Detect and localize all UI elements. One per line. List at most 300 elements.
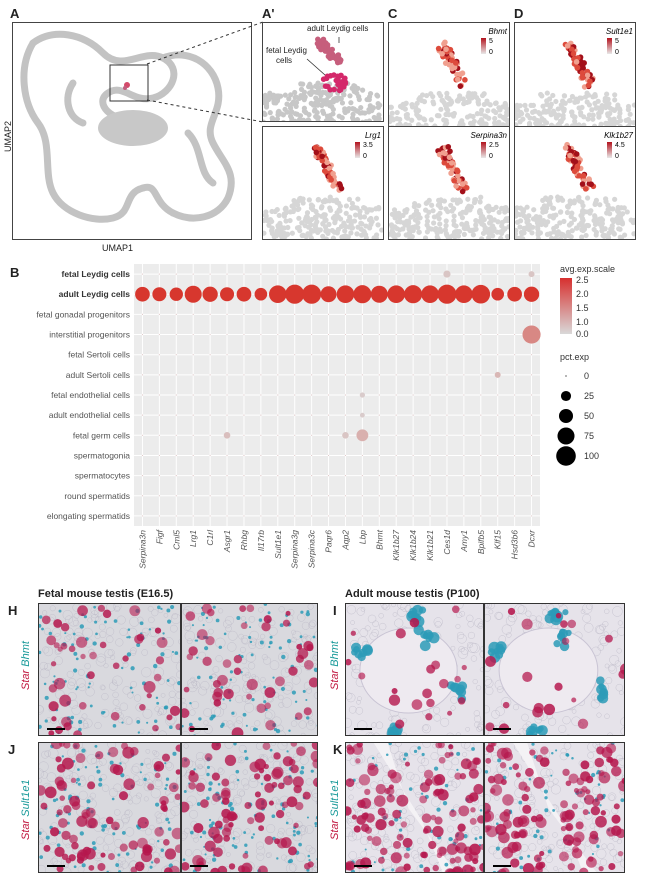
tissue-texture — [349, 795, 354, 800]
star-signal — [576, 788, 585, 797]
bhmt-signal — [300, 635, 303, 638]
dot-faint — [362, 374, 363, 375]
bhmt-signal — [126, 636, 128, 638]
dot-faint — [429, 435, 430, 436]
tissue-texture — [357, 608, 365, 616]
bhmt-signal — [243, 831, 246, 834]
feature-cell — [452, 230, 457, 235]
bhmt-signal — [117, 853, 120, 856]
dot-faint — [429, 354, 430, 355]
bhmt-signal — [598, 783, 601, 786]
tissue-texture — [184, 744, 189, 749]
tissue-texture — [572, 709, 576, 713]
dot-faint — [446, 334, 447, 335]
bhmt-signal — [389, 743, 392, 745]
dot-faint — [396, 354, 397, 355]
dot-faint — [226, 374, 227, 375]
legend-size-tick: 100 — [584, 451, 600, 461]
dot-faint — [193, 334, 194, 335]
star-signal — [457, 824, 465, 832]
tissue-texture — [261, 677, 266, 682]
star-signal — [290, 765, 299, 774]
dot-faint — [396, 394, 397, 395]
dot-faint — [176, 455, 177, 456]
dot-klk1b24 — [404, 285, 422, 303]
dot-faint — [345, 415, 346, 416]
gene-tick-label: Bpifb5 — [475, 530, 486, 555]
bhmt-signal — [200, 836, 202, 838]
adult-leydig-cell — [325, 42, 331, 48]
feature-cell — [537, 111, 542, 116]
dot-faint — [210, 495, 211, 496]
dot-faint — [463, 455, 464, 456]
bhmt-signal — [183, 858, 186, 861]
feature-cell — [475, 111, 480, 116]
feature-cell — [379, 227, 383, 232]
dot-faint — [413, 394, 414, 395]
star-signal — [222, 797, 230, 805]
dot-ces1d — [443, 270, 450, 277]
dot-faint — [159, 495, 160, 496]
dot-faint — [396, 435, 397, 436]
feature-cell — [521, 213, 526, 218]
feature-cell — [290, 231, 295, 236]
tissue-texture — [133, 776, 139, 782]
tissue-texture — [610, 849, 617, 856]
star-signal — [130, 747, 139, 756]
label-h — [20, 641, 32, 690]
umap-cell — [356, 94, 361, 99]
feature-cell — [544, 98, 549, 103]
bhmt-signal — [281, 687, 285, 691]
bhmt-signal — [41, 628, 44, 631]
dot-aqp2 — [342, 432, 349, 439]
bhmt-signal — [314, 822, 317, 825]
star-signal — [69, 796, 80, 807]
bhmt-signal — [300, 770, 304, 774]
colorbar-min: 0 — [363, 153, 367, 160]
bhmt-signal — [551, 752, 553, 754]
star-signal — [434, 774, 445, 785]
bhmt-signal — [118, 870, 121, 873]
dot-faint — [159, 515, 160, 516]
bhmt-signal — [198, 717, 201, 720]
dot-faint — [345, 273, 346, 274]
feature-cell — [438, 107, 443, 112]
tissue-texture — [109, 788, 117, 796]
star-signal — [258, 825, 264, 831]
tissue-texture — [146, 749, 150, 753]
feature-cell — [456, 97, 461, 102]
tissue-texture — [242, 638, 248, 644]
dot-faint — [480, 334, 481, 335]
bhmt-signal — [212, 858, 216, 862]
star-signal — [51, 661, 56, 666]
bhmt-signal — [313, 636, 316, 639]
colorbar-max: 3.5 — [363, 142, 373, 149]
gene-tick-label: Sult1e1 — [272, 530, 283, 559]
dot-faint — [260, 334, 261, 335]
umap-cell — [267, 91, 272, 96]
dot-faint — [480, 435, 481, 436]
tissue-texture — [306, 779, 313, 786]
star-signal — [152, 725, 159, 732]
feature-cell — [471, 114, 476, 119]
tissue-texture — [281, 855, 287, 861]
dot-faint — [260, 394, 261, 395]
dot-faint — [463, 435, 464, 436]
dot-faint — [379, 394, 380, 395]
feature-cell — [348, 230, 353, 235]
star-signal — [278, 782, 285, 789]
umap-cell — [306, 112, 311, 117]
bhmt-signal — [127, 652, 131, 656]
star-signal — [197, 629, 208, 640]
bhmt-signal — [527, 855, 530, 858]
feature-cell — [626, 104, 631, 109]
dot-faint — [497, 435, 498, 436]
feature-cell — [602, 234, 607, 239]
star-signal — [455, 831, 465, 841]
bhmt-signal — [356, 872, 359, 873]
star-signal — [202, 657, 211, 666]
dot-faint — [243, 394, 244, 395]
tissue-texture — [588, 752, 594, 758]
feature-cell — [505, 234, 509, 239]
bhmt-signal — [288, 729, 290, 731]
tissue-texture — [151, 640, 156, 645]
dot-faint — [362, 495, 363, 496]
tissue-texture — [96, 837, 104, 845]
dot-faint — [446, 394, 447, 395]
star-signal — [500, 762, 506, 768]
feature-cell — [335, 230, 340, 235]
tissue-texture — [125, 810, 129, 814]
tissue-texture — [185, 631, 195, 641]
bhmt-signal — [213, 606, 216, 609]
dot-c1rl — [202, 287, 217, 302]
feature-cell — [424, 93, 429, 98]
feature-expr-cell — [588, 181, 594, 187]
feature-cell — [528, 103, 533, 108]
star-signal — [419, 795, 427, 803]
dot-faint — [345, 394, 346, 395]
tissue-texture — [397, 608, 406, 617]
bhmt-signal — [184, 790, 187, 793]
tissue-texture — [203, 708, 211, 716]
star-signal — [426, 699, 434, 707]
fetal-leydig-label — [266, 46, 307, 66]
dot-faint — [413, 475, 414, 476]
star-signal — [595, 816, 607, 828]
dot-faint — [260, 314, 261, 315]
star-signal — [583, 809, 589, 815]
feature-cell — [277, 213, 282, 218]
tissue-texture — [537, 839, 542, 844]
dot-faint — [429, 334, 430, 335]
tissue-texture — [407, 824, 414, 831]
star-signal — [111, 821, 120, 830]
bhmt-signal — [86, 799, 90, 803]
tissue-texture — [270, 661, 279, 670]
dot-faint — [277, 314, 278, 315]
bhmt-signal — [167, 620, 171, 624]
tissue-texture — [63, 610, 72, 619]
star-signal — [275, 676, 285, 686]
bhmt-signal — [244, 750, 247, 753]
bhmt-signal — [243, 713, 247, 717]
tissue-texture — [474, 722, 480, 728]
feature-expr-cell — [439, 51, 445, 57]
dot-faint — [379, 273, 380, 274]
star-signal — [100, 642, 107, 649]
legend-size-tick: 50 — [584, 411, 595, 421]
bhmt-signal — [182, 725, 184, 727]
dot-faint — [142, 475, 143, 476]
legend-size-dot — [565, 375, 566, 376]
umap-cell — [352, 84, 357, 89]
dot-faint — [193, 515, 194, 516]
dot-faint — [497, 273, 498, 274]
tissue-texture — [615, 661, 621, 667]
feature-cell — [430, 94, 435, 99]
feature-colorbar — [355, 142, 360, 158]
dot-faint — [243, 455, 244, 456]
feature-expr-cell — [324, 160, 330, 166]
tissue-texture — [379, 623, 386, 630]
dot-faint — [210, 334, 211, 335]
bhmt-signal — [620, 798, 624, 802]
feature-colorbar — [481, 142, 486, 158]
dot-faint — [142, 273, 143, 274]
star-signal — [221, 779, 229, 787]
feature-cell — [316, 197, 321, 202]
bhmt-signal — [236, 616, 240, 620]
feature-expr-cell — [567, 153, 573, 159]
dot-faint — [159, 415, 160, 416]
dot-faint — [277, 435, 278, 436]
dot-faint — [210, 455, 211, 456]
bhmt-signal — [89, 682, 91, 684]
star-signal — [88, 865, 94, 871]
star-signal — [241, 863, 252, 873]
feature-cell — [273, 209, 278, 214]
bhmt-signal — [64, 632, 66, 634]
tissue-texture — [308, 604, 314, 609]
bhmt-signal — [160, 652, 164, 656]
bhmt-signal — [78, 720, 82, 724]
bhmt-signal — [229, 699, 231, 701]
star-signal — [560, 800, 568, 808]
star-signal — [196, 783, 205, 792]
star-signal — [393, 841, 401, 849]
micrograph-j-left — [38, 742, 181, 873]
tissue-texture — [125, 828, 134, 837]
star-signal — [380, 848, 387, 855]
bhmt-signal — [311, 770, 314, 773]
tissue-texture — [456, 733, 461, 736]
gene-tick-label: Aqp2 — [340, 530, 351, 550]
feature-cell — [546, 108, 551, 113]
star-signal — [129, 605, 140, 616]
umap-cell — [316, 115, 321, 120]
tissue-texture — [48, 748, 58, 758]
feature-cell — [409, 102, 414, 107]
feature-cell — [266, 223, 271, 228]
dot-faint — [328, 515, 329, 516]
tissue-texture — [145, 829, 151, 835]
dot-faint — [413, 435, 414, 436]
star-signal — [536, 814, 544, 822]
star-signal — [384, 788, 390, 794]
feature-cell — [441, 100, 446, 105]
feature-cell — [459, 118, 464, 123]
feature-cell — [553, 112, 558, 117]
dot-faint — [328, 314, 329, 315]
tissue-texture — [99, 631, 106, 638]
tissue-texture — [246, 652, 256, 662]
micrograph-svg — [182, 604, 318, 736]
dot-faint — [328, 273, 329, 274]
legend-color-tick: 1.5 — [576, 303, 589, 313]
feature-expr-cell — [449, 58, 455, 64]
dot-plot — [0, 258, 645, 583]
tissue-texture — [193, 837, 198, 842]
feature-cell — [487, 214, 492, 219]
star-signal — [454, 676, 461, 683]
bhmt-signal — [553, 640, 560, 647]
tissue-texture — [347, 605, 356, 614]
star-signal — [62, 758, 74, 770]
dot-faint — [396, 334, 397, 335]
dot-faint — [226, 334, 227, 335]
bhmt-signal — [552, 809, 555, 812]
star-signal — [354, 826, 361, 833]
tissue-texture — [278, 695, 283, 700]
feature-cell — [479, 108, 484, 113]
star-signal — [234, 655, 242, 663]
star-signal — [562, 637, 569, 644]
bhmt-signal — [76, 778, 80, 782]
star-signal — [100, 852, 105, 857]
dot-faint — [396, 495, 397, 496]
star-signal — [425, 778, 433, 786]
feature-cell — [392, 224, 397, 229]
tubule — [499, 628, 598, 713]
bhmt-signal — [128, 636, 131, 639]
dot-faint — [311, 374, 312, 375]
feature-cell — [446, 102, 451, 107]
feature-cell — [460, 210, 465, 215]
feature-expr-cell — [449, 160, 455, 166]
star-signal — [571, 697, 576, 702]
dot-faint — [379, 314, 380, 315]
feature-cell — [283, 218, 288, 223]
feature-cell — [479, 236, 484, 239]
star-signal — [223, 689, 234, 700]
tissue-texture — [102, 693, 109, 700]
bhmt-signal — [292, 690, 296, 694]
tissue-texture — [242, 659, 247, 664]
dot-faint — [243, 435, 244, 436]
bhmt-signal — [230, 679, 232, 681]
dot-faint — [226, 515, 227, 516]
feature-cell — [569, 214, 574, 219]
tissue-texture — [423, 725, 429, 731]
feature-cell — [310, 203, 315, 208]
dot-faint — [226, 273, 227, 274]
bhmt-signal — [155, 803, 159, 807]
dot-faint — [142, 455, 143, 456]
star-signal — [309, 677, 318, 687]
star-signal — [424, 770, 433, 779]
star-signal — [387, 794, 395, 802]
tissue-texture — [457, 632, 464, 639]
feature-cell — [585, 223, 590, 228]
bhmt-signal — [206, 773, 209, 776]
bhmt-signal — [208, 781, 212, 785]
star-signal — [113, 765, 123, 775]
dot-faint — [429, 273, 430, 274]
star-signal — [188, 782, 196, 790]
feature-cell — [632, 102, 635, 107]
star-signal — [576, 821, 584, 829]
dot-faint — [531, 354, 532, 355]
bhmt-signal — [357, 653, 365, 661]
feature-gene-title: Klk1b27 — [604, 131, 633, 140]
tissue-texture — [382, 839, 391, 848]
star-signal — [69, 835, 78, 844]
tissue-texture — [155, 707, 160, 712]
star-signal — [540, 746, 548, 754]
dot-serpina3n — [135, 287, 150, 302]
micrograph-svg — [346, 604, 484, 736]
dot-faint — [362, 455, 363, 456]
tissue-texture — [564, 743, 571, 749]
dot-faint — [142, 314, 143, 315]
star-signal — [359, 774, 370, 785]
feature-cell — [594, 232, 599, 237]
star-signal — [263, 743, 271, 750]
feature-expr-cell — [571, 51, 577, 57]
dot-lbp — [353, 285, 371, 303]
tissue-texture — [39, 865, 46, 873]
star-signal — [255, 798, 267, 810]
star-signal — [420, 852, 426, 858]
tissue-texture — [286, 812, 290, 816]
gene-tick-label: Hsd3b6 — [509, 530, 520, 560]
star-signal — [87, 781, 95, 789]
dot-faint — [379, 374, 380, 375]
bhmt-signal — [94, 745, 97, 748]
star-signal — [147, 693, 152, 698]
tissue-texture — [300, 756, 309, 765]
bhmt-signal — [143, 778, 146, 781]
dot-faint — [294, 273, 295, 274]
bhmt-signal — [251, 653, 254, 656]
bhmt-signal — [211, 821, 215, 825]
star-signal — [611, 766, 621, 776]
gene-tick-label: Figf — [154, 530, 165, 545]
gene-tick-label: C1rl — [205, 530, 216, 546]
feature-cell — [443, 223, 448, 228]
tissue-texture — [391, 604, 395, 607]
tissue-texture — [552, 832, 557, 837]
dot-faint — [345, 515, 346, 516]
feature-cell — [484, 99, 489, 104]
feature-cell — [599, 216, 604, 221]
feature-expr-cell — [583, 186, 589, 192]
